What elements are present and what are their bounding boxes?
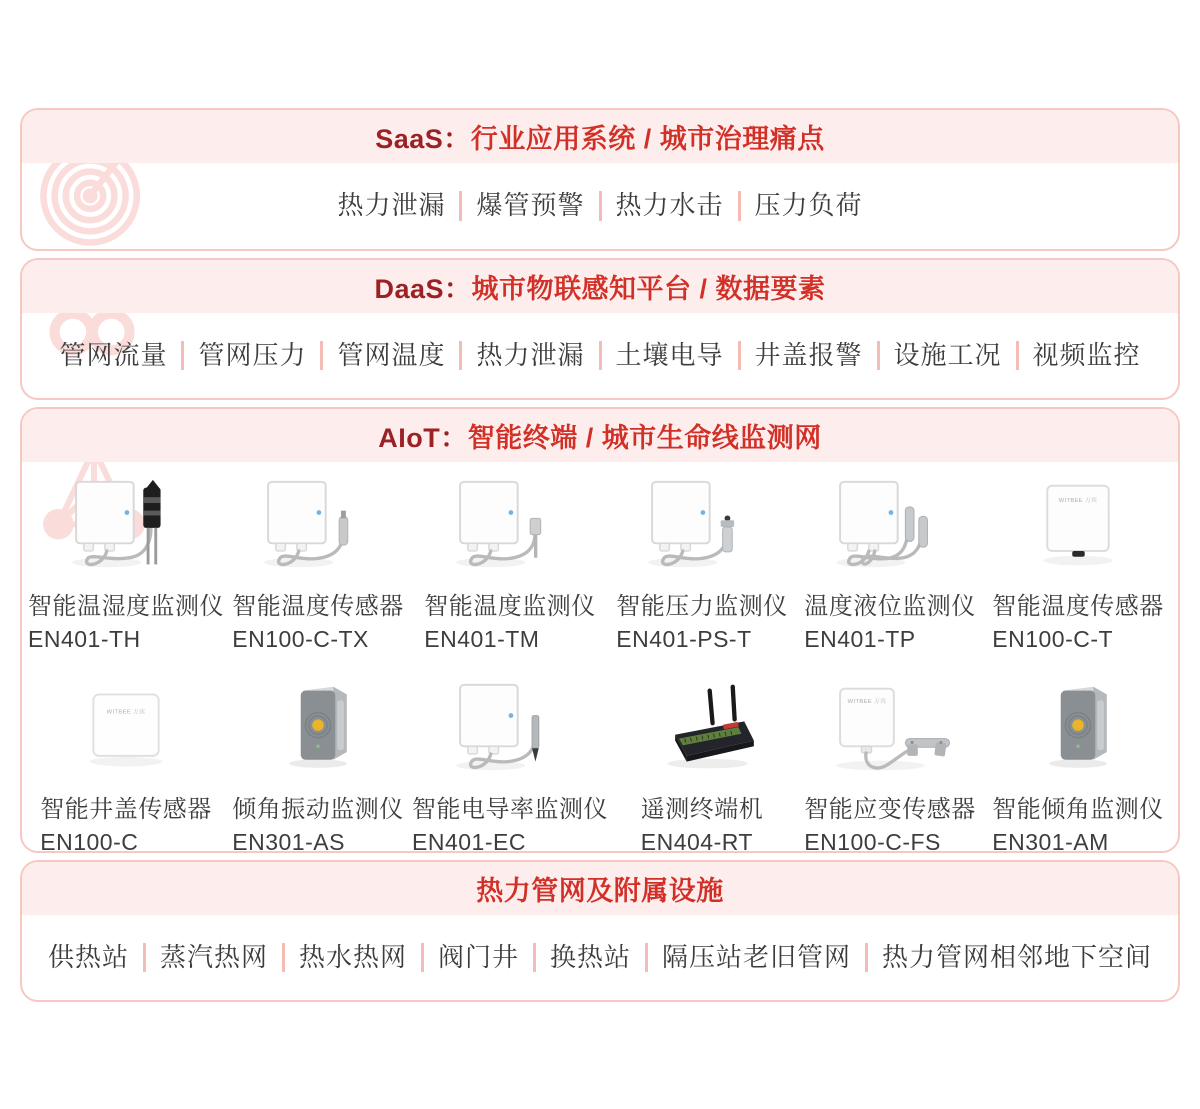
daas-header: [22, 260, 1178, 313]
device-model: EN401-TH: [28, 626, 141, 652]
device-cell: [412, 677, 608, 853]
aiot-header: [22, 409, 1178, 462]
aiot-title: [378, 416, 822, 455]
device-cell: [28, 677, 224, 853]
device-model: EN401-TM: [424, 626, 540, 652]
device-model: EN100-C-T: [992, 626, 1114, 652]
infra-body: [22, 915, 1178, 1000]
tilt-vibration-monitor-image: [238, 677, 398, 777]
device-name: 智能应变传感器: [804, 796, 976, 823]
temp-level-monitor-image: [810, 474, 970, 574]
daas-item: 设施工况: [877, 341, 1002, 371]
saas-title-main: 行业应用系统 / 城市治理痛点: [470, 124, 825, 154]
device-name: 智能倾角监测仪: [992, 796, 1164, 823]
temp-humidity-monitor-image: [46, 474, 206, 574]
infra-item: 热力管网相邻地下空间: [865, 943, 1152, 973]
telemetry-terminal-image: [622, 677, 782, 777]
daas-card: [20, 258, 1180, 400]
temp-sensor-image: [238, 474, 398, 574]
saas-item: 热力水击: [599, 191, 724, 221]
saas-header: [22, 110, 1178, 163]
device-model: EN401-PS-T: [616, 626, 752, 652]
device-cell: [608, 677, 796, 853]
saas-body: [22, 163, 1178, 249]
daas-title: [374, 267, 825, 306]
device-grid: [22, 462, 1178, 853]
device-name: 智能温度传感器: [232, 593, 404, 620]
daas-body: [22, 313, 1178, 398]
daas-title-main: 城市物联感知平台 / 数据要素: [471, 274, 826, 304]
layer-stack: [20, 108, 1180, 1002]
saas-items: [337, 191, 862, 221]
daas-items: [59, 341, 1140, 371]
daas-item: 管网流量: [59, 339, 168, 370]
daas-item: 管网温度: [320, 341, 445, 371]
device-name: 智能温度传感器: [992, 593, 1164, 620]
device-cell: [984, 677, 1172, 853]
device-name: 智能温度监测仪: [424, 593, 596, 620]
tilt-monitor-image: [998, 677, 1158, 777]
device-model: EN401-EC: [412, 829, 526, 853]
device-model: EN100-C-TX: [232, 626, 369, 652]
pressure-monitor-image: [622, 474, 782, 574]
daas-item: 热力泄漏: [459, 341, 584, 371]
device-name: 温度液位监测仪: [804, 593, 976, 620]
device-model: EN404-RT: [640, 829, 753, 853]
infra-item: 隔压站老旧管网: [645, 943, 851, 973]
device-brand-label: WITBEE 万宾: [106, 709, 146, 716]
infra-title-main: 热力管网及附属设施: [476, 876, 724, 906]
temp-monitor-image: [430, 474, 590, 574]
daas-item: 井盖报警: [738, 341, 863, 371]
saas-card: [20, 108, 1180, 251]
saas-title: [375, 117, 825, 156]
aiot-card: [20, 407, 1180, 853]
device-name: 智能井盖传感器: [40, 796, 212, 823]
infra-item: 蒸汽热网: [143, 943, 268, 973]
daas-item: 管网压力: [181, 341, 306, 371]
device-name: 智能电导率监测仪: [412, 796, 608, 823]
saas-item: 热力泄漏: [337, 190, 446, 221]
device-name: 遥测终端机: [640, 796, 764, 823]
manhole-sensor-image: [46, 677, 206, 777]
device-cell: [796, 677, 984, 853]
device-cell: [224, 677, 412, 853]
temp-sensor-box-image: [998, 474, 1158, 574]
device-cell: [608, 474, 796, 653]
infra-item: 热水热网: [282, 943, 407, 973]
infra-header: [22, 862, 1178, 915]
daas-title-prefix: DaaS：: [374, 274, 472, 304]
device-cell: [984, 474, 1172, 653]
device-model: EN401-TP: [804, 626, 916, 652]
infra-title: [476, 869, 724, 908]
device-cell: [796, 474, 984, 653]
aiot-title-prefix: AIoT：: [378, 423, 468, 453]
infra-item: 供热站: [47, 941, 129, 972]
device-model: EN301-AM: [992, 829, 1109, 853]
device-name: 智能压力监测仪: [616, 593, 788, 620]
device-model: EN100-C: [40, 829, 139, 853]
infra-item: 换热站: [533, 943, 631, 973]
device-cell: [224, 474, 412, 653]
device-model: EN100-C-FS: [804, 829, 941, 853]
daas-item: 土壤电导: [599, 341, 724, 371]
daas-item: 视频监控: [1016, 341, 1141, 371]
device-name: 智能温湿度监测仪: [28, 593, 224, 620]
infra-card: [20, 860, 1180, 1002]
conductivity-monitor-image: [430, 677, 590, 777]
device-brand-label: WITBEE 万宾: [1058, 498, 1098, 504]
device-brand-label: WITBEE 万宾: [847, 699, 887, 706]
device-name: 倾角振动监测仪: [232, 796, 404, 823]
device-cell: [28, 474, 224, 653]
device-cell: [412, 474, 608, 653]
strain-sensor-image: [810, 677, 970, 777]
device-model: EN301-AS: [232, 829, 345, 853]
saas-item: 爆管预警: [459, 191, 584, 221]
infra-items: [48, 943, 1152, 973]
saas-item: 压力负荷: [738, 191, 863, 221]
saas-title-prefix: SaaS：: [375, 124, 471, 154]
infra-item: 阀门井: [421, 943, 519, 973]
aiot-title-main: 智能终端 / 城市生命线监测网: [467, 423, 822, 453]
